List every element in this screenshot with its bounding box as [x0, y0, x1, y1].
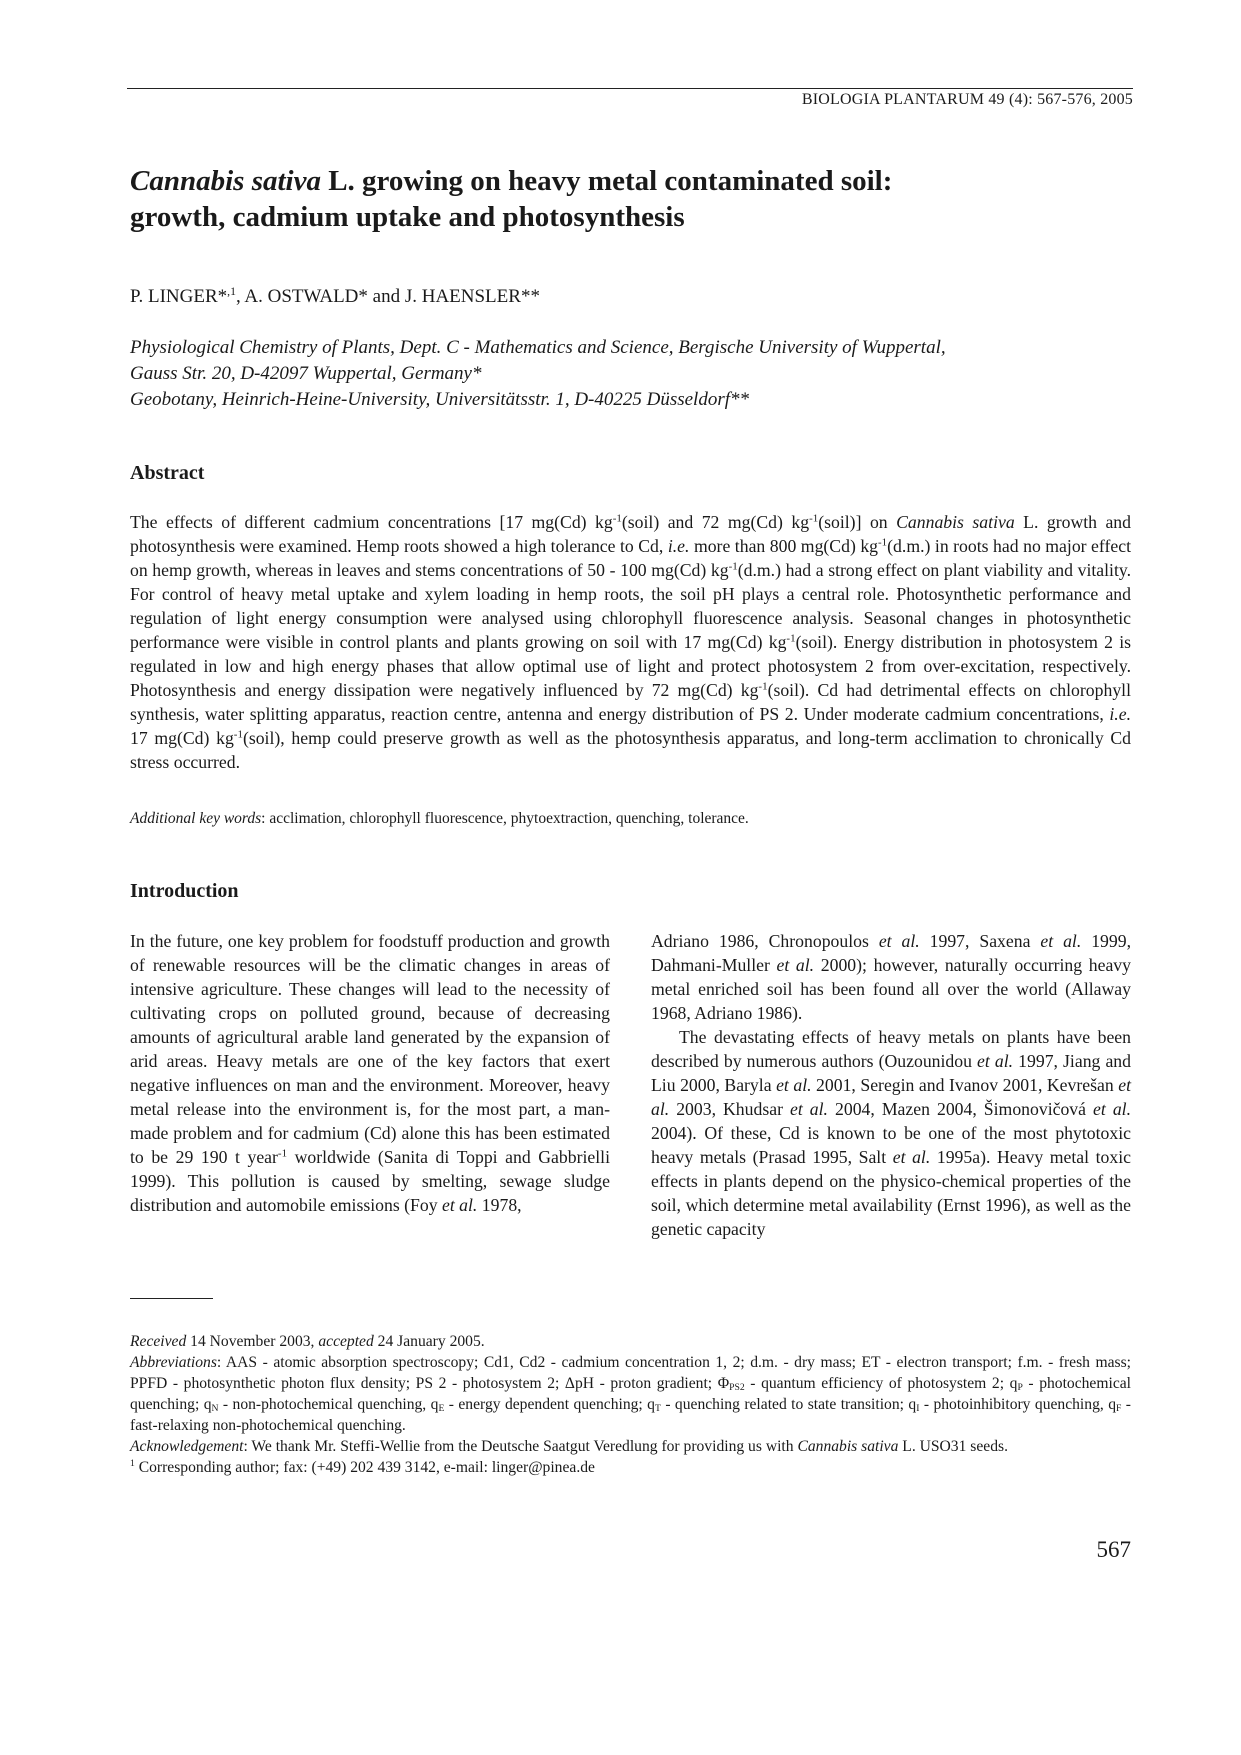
author-1-marker: ,1 [227, 284, 236, 298]
subscript: PS2 [729, 1381, 745, 1393]
abstract-text: 17 mg(Cd) kg [130, 728, 234, 748]
exponent: -1 [728, 560, 738, 573]
abbreviations-text: - quantum efficiency of photosystem 2; q [744, 1375, 1018, 1392]
abstract-text: The effects of different cadmium concentrations [17 mg(Cd) kg [130, 512, 613, 532]
subscript: T [654, 1402, 661, 1414]
abbreviations-label: Abbreviations [130, 1354, 217, 1371]
paragraph-text: 1997, Saxena [919, 931, 1041, 951]
et-al: et al. [892, 1147, 931, 1167]
exponent: -1 [878, 536, 888, 549]
subscript: N [211, 1402, 219, 1414]
subscript: F [1116, 1402, 1122, 1414]
intro-column-left [130, 929, 610, 1217]
abstract-text: (d.m.) in roots had no major effect on hemp growth, whereas in leaves and stems concentrations of 50 - 100 mg(Cd) kg [130, 536, 1131, 580]
paragraph-text: In the future, one key problem for foodstuff production and growth of renewable resources will be the climatic changes in areas of intensive agriculture. These changes will lead to the necessity of cultivating crops on polluted ground, because of decreasing amounts of agricultural arable land generated by the expansion of arid areas. Heavy metals are one of the key factors that exert negative influences on man and the environment. Moreover, heavy metal release into the environment is, for the most part, a man-made problem and for cadmium (Cd) alone this has been estimated to be 29 190 t year [130, 931, 610, 1167]
exponent: -1 [233, 728, 243, 741]
intro-paragraph [651, 929, 1131, 1025]
intro-paragraph [651, 1025, 1131, 1241]
exponent: -1 [612, 512, 622, 525]
affiliations [130, 335, 1130, 413]
key-words-label: Additional key words [130, 810, 262, 827]
author-1: P. LINGER* [130, 286, 228, 307]
footnote-received [130, 1331, 1131, 1352]
abbreviations-text: - photoinhibitory quenching, q [919, 1396, 1116, 1413]
footnote-corresponding [130, 1457, 1131, 1478]
species-name: Cannabis sativa [896, 512, 1015, 532]
abbreviations-text: - photochemical quenching; q [130, 1375, 1131, 1413]
et-al: et al. [878, 931, 920, 951]
et-al: et al. [790, 1099, 828, 1119]
title-species: Cannabis sativa [130, 165, 321, 197]
acknowledgement-label: Acknowledgement [130, 1438, 244, 1455]
abbreviations-text: - energy dependent quenching; q [444, 1396, 655, 1413]
abstract-text: (soil). Energy distribution in photosystem 2 is regulated in low and high energy phases that allow optimal use of light and protect photosystem 2 from over-excitation, respectively. Photosynthesis and energy dissipation were negatively influenced by 72 mg(Cd) kg [130, 632, 1131, 700]
introduction-heading: Introduction [130, 880, 239, 902]
author-list [130, 286, 540, 308]
abstract-text: L. growth and photosynthesis were examined. Hemp roots showed a high tolerance to Cd, [130, 512, 1131, 556]
footnotes [130, 1331, 1131, 1478]
abstract-text: more than 800 mg(Cd) kg [689, 536, 879, 556]
accepted-date: 24 January 2005. [373, 1333, 485, 1350]
paragraph-text: 2004, Mazen 2004, Šimonovičová [827, 1099, 1094, 1119]
affiliation-line: Physiological Chemistry of Plants, Dept. C - Mathematics and Science, Bergische University of Wuppertal, [130, 337, 946, 358]
abbreviations-text: - fast-relaxing non-photochemical quenching. [130, 1396, 1131, 1434]
paragraph-text: 1997, Jiang and Liu 2000, Baryla [651, 1051, 1131, 1095]
received-label: Received [130, 1333, 187, 1350]
exponent: -1 [277, 1147, 288, 1160]
et-al: et al. [1040, 931, 1082, 951]
author-others: , A. OSTWALD* and J. HAENSLER** [235, 286, 540, 307]
et-al: et al. [1093, 1099, 1132, 1119]
paragraph-text: worldwide (Sanita di Toppi and Gabbrielli 1999). This pollution is caused by smelting, sewage sludge distribution and automobile emissions (Foy [130, 1147, 610, 1215]
acknowledgement-text: L. USO31 seeds. [898, 1438, 1008, 1455]
journal-citation: BIOLOGIA PLANTARUM 49 (4): 567-576, 2005 [801, 91, 1133, 108]
title-line1-rest: L. growing on heavy metal contaminated soil: [320, 165, 893, 197]
subscript: I [916, 1402, 920, 1414]
exponent: -1 [809, 512, 819, 525]
abstract-text: (soil). Cd had detrimental effects on chlorophyll synthesis, water splitting apparatus, reaction centre, antenna and energy distribution of PS 2. Under moderate cadmium concentrations, [130, 680, 1131, 724]
abstract-heading: Abstract [130, 462, 205, 484]
key-words-text: : acclimation, chlorophyll fluorescence, phytoextraction, quenching, tolerance. [261, 810, 749, 827]
affiliation-line: Geobotany, Heinrich-Heine-University, Universitätsstr. 1, D-40225 Düsseldorf** [130, 389, 750, 410]
intro-paragraph [130, 929, 610, 1217]
abstract-text: (soil) and 72 mg(Cd) kg [621, 512, 810, 532]
et-al: et al. [776, 1075, 812, 1095]
exponent: -1 [786, 632, 796, 645]
species-name: Cannabis sativa [797, 1438, 899, 1455]
subscript: P [1017, 1381, 1023, 1393]
acknowledgement-text: : We thank Mr. Steffi-Wellie from the Deutsche Saatgut Veredlung for providing us with [243, 1438, 798, 1455]
abstract-text: (soil), hemp could preserve growth as well as the photosynthesis apparatus, and long-term acclimation to chronically Cd stress occurred. [130, 728, 1131, 772]
corresponding-author-text: Corresponding author; fax: (+49) 202 439 3142, e-mail: linger@pinea.de [134, 1459, 595, 1476]
et-al: et al. [776, 955, 815, 975]
subscript: E [438, 1402, 445, 1414]
paragraph-text: 1978, [477, 1195, 522, 1215]
received-date: 14 November 2003, [186, 1333, 319, 1350]
paragraph-text: The devastating effects of heavy metals on plants have been described by numerous authors (Ouzounidou [651, 1027, 1131, 1071]
abbreviations-text: - quenching related to state transition; q [660, 1396, 917, 1413]
abbrev-ie: i.e. [1109, 704, 1131, 724]
accepted-label: accepted [318, 1333, 374, 1350]
footnote-acknowledgement [130, 1436, 1131, 1457]
article-title [130, 163, 1130, 235]
abbrev-ie: i.e. [667, 536, 690, 556]
abstract-text: (d.m.) had a strong effect on plant viability and vitality. For control of heavy metal uptake and xylem loading in hemp roots, the soil pH plays a central role. Photosynthetic performance and regulation of light energy consumption were analysed using chlorophyll fluorescence analysis. Seasonal changes in photosynthetic performance were visible in control plants and plants growing on soil with 17 mg(Cd) kg [130, 560, 1131, 652]
page-number: 567 [1096, 1537, 1131, 1562]
paragraph-text: Adriano 1986, Chronopoulos [651, 931, 879, 951]
footnote-abbreviations [130, 1352, 1131, 1436]
et-al: et al. [651, 1075, 1131, 1119]
paragraph-text: 2004). Of these, Cd is known to be one of the most phytotoxic heavy metals (Prasad 1995, Salt [651, 1123, 1131, 1167]
footnote-rule [130, 1298, 213, 1299]
header-rule [127, 88, 1133, 89]
title-line2: growth, cadmium uptake and photosynthesis [130, 201, 685, 233]
paragraph-text: 1995a). Heavy metal toxic effects in plants depend on the physico-chemical properties of the soil, which determine metal availability (Ernst 1996), as well as the genetic capacity [651, 1147, 1132, 1239]
et-al: et al. [977, 1051, 1014, 1071]
paragraph-text: 2001, Seregin and Ivanov 2001, Kevrešan [811, 1075, 1119, 1095]
et-al: et al. [441, 1195, 478, 1215]
key-words [130, 810, 1131, 828]
abbreviations-text: : AAS - atomic absorption spectroscopy; Cd1, Cd2 - cadmium concentration 1, 2; d.m. - dry mass; ET - electron transport; f.m. - fresh mass; PPFD - photosynthetic photon flux density; PS 2 - photosystem 2; ΔpH - proton gradient; Φ [130, 1354, 1131, 1392]
abstract-body [130, 510, 1131, 774]
exponent: -1 [758, 680, 768, 693]
footnote-marker: 1 [130, 1458, 135, 1470]
abstract-text: (soil)] on [818, 512, 897, 532]
intro-column-right [651, 929, 1131, 1241]
affiliation-line: Gauss Str. 20, D-42097 Wuppertal, Germany* [130, 363, 482, 384]
abbreviations-text: - non-photochemical quenching, q [218, 1396, 439, 1413]
paragraph-text: 1999, Dahmani-Muller [651, 931, 1132, 975]
paragraph-text: 2003, Khudsar [669, 1099, 790, 1119]
paragraph-text: 2000); however, naturally occurring heavy metal enriched soil has been found all over the world (Allaway 1968, Adriano 1986). [651, 955, 1131, 1023]
